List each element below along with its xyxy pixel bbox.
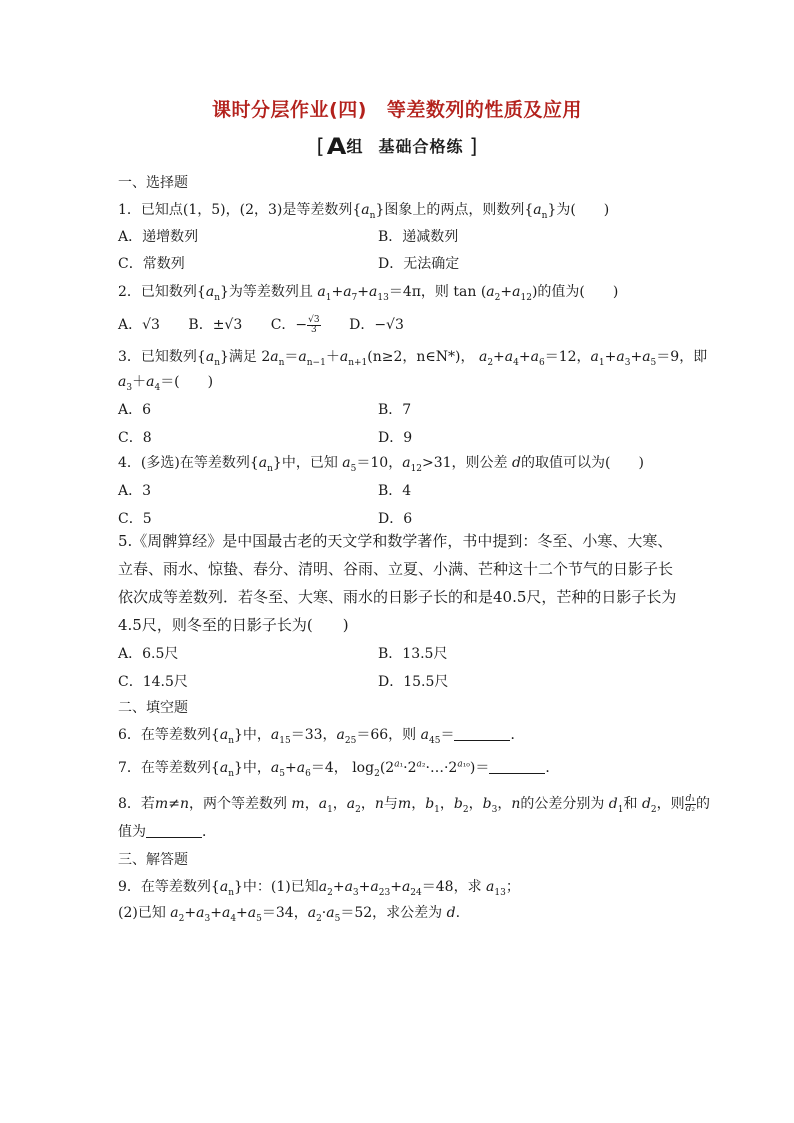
question-8-stem-line1: 8．若m≠n，两个等差数列 m，$a_1$，$a_2$，n与m，$b_1$，$b_2$，$b_3$，n的公差分别为 $d_1$和 $d_2$，则 $\frac{\text{d₁}}{\text{d₂}}$ 的 (118, 793, 711, 815)
q4-option-c: C．5 (118, 511, 152, 527)
section-heading-fill: 二、填空题 (118, 700, 188, 716)
q3-option-d: D．9 (378, 430, 413, 446)
q4-option-a: A．3 (118, 483, 152, 499)
q1-option-c: C．常数列 (118, 256, 185, 272)
q3-option-a: A．6 (118, 402, 152, 418)
log-expression: $\log_2(2^{a_1}\cdot 2^{a_2}\cdot\dots\cdot 2^{a_{10}})$ (352, 759, 476, 779)
question-3-stem-line2: $a_3+a_4=$( ) (118, 374, 214, 393)
question-8-stem-line2: 值为 ． (118, 824, 216, 840)
question-4-stem: 4．(多选)在等差数列$\{a_n\}$中，已知 $a_5=10$，$a_{12}>31$，则公差 d的取值可以为( ) (118, 455, 644, 474)
bracket-close: ] (469, 134, 478, 158)
answer-blank-q6 (454, 740, 510, 741)
title-part1: 课时分层作业(四) (212, 99, 367, 121)
q1-option-a: A．递增数列 (118, 229, 199, 245)
q2-option-a: A．√3 (118, 317, 160, 333)
question-9-part1: 9．在等差数列$\{a_n\}$中：(1)已知$a_2+a_3+a_{23}+a_{24}=48$，求 $a_{13}$； (118, 879, 520, 898)
answer-blank-q7 (489, 773, 545, 774)
question-9-part2: (2)已知 $a_2+a_3+a_4+a_5=34$，$a_2\cdot a_5=52$，求公差为 d. (118, 905, 461, 924)
q3-option-c: C．8 (118, 430, 152, 446)
q3-option-b: B．7 (378, 402, 412, 418)
q4-option-b: B．4 (378, 483, 412, 499)
q5-option-d: D．15.5尺 (378, 674, 449, 690)
question-6-stem: 6．在等差数列$\{a_n\}$中，$a_{15}=33$，$a_{25}=66$，则 $a_{45}=$ ． (118, 727, 525, 746)
q2-option-c: C．− $\frac{√3}{3}$ (270, 314, 320, 335)
group-heading (0, 134, 794, 160)
q2-option-b: B．±√3 (188, 317, 243, 333)
bracket-open: [ (316, 134, 325, 158)
section-heading-solve: 三、解答题 (118, 852, 188, 868)
q2-options (118, 314, 404, 335)
q2-option-d: D．−√3 (349, 317, 404, 333)
group-letter: A (327, 135, 347, 160)
group-label: 基础合格练 (378, 137, 464, 156)
section-heading-choice: 一、选择题 (118, 175, 188, 191)
question-1-stem: 1．已知点(1，5)，(2，3)是等差数列$\{a_n\}$图象上的两点，则数列$\{a_n\}$为( ) (118, 202, 610, 221)
question-5-stem: 5.《周髀算经》是中国最古老的天文学和数学著作，书中提到：冬至、小寒、大寒、立春、雨水、惊蛰、春分、清明、谷雨、立夏、小满、芒种这十二个节气的日影子长依次成等差数列．若冬至、大寒、雨水的日影子长的和是40.5尺，芒种的日影子长为4.5尺，则冬至的日影子长为( ) (118, 532, 677, 634)
q1-option-b: B．递减数列 (378, 229, 459, 245)
question-7-stem: 7．在等差数列$\{a_n\}$中，$a_5+a_6=4$， $\log_2(2^{a_1}\cdot 2^{a_2}\cdot\dots\cdot 2^{a_{10}})=$ ． (118, 759, 560, 779)
q5-option-c: C．14.5尺 (118, 674, 188, 690)
question-3-stem-line1: 3．已知数列$\{a_n\}$满足 $2a_n=a_{n-1}+a_{n+1}(n\ge 2$，n∈N*)， $a_2+a_4+a_6=12$，$a_1+a_3+a_5=9$，即 (118, 349, 708, 368)
q5-option-a: A．6.5尺 (118, 646, 179, 662)
q4-option-d: D．6 (378, 511, 413, 527)
q5-option-b: B．13.5尺 (378, 646, 448, 662)
answer-blank-q8 (146, 837, 202, 838)
group-word: 组 (346, 137, 363, 156)
page-title (0, 95, 794, 122)
question-2-stem: 2．已知数列$\{a_n\}$为等差数列且 $a_1+a_7+a_{13}=4\pi$，则 $\tan (a_2+a_{12})$的值为( ) (118, 284, 619, 303)
q1-option-d: D．无法确定 (378, 256, 460, 272)
title-part2: 等差数列的性质及应用 (386, 99, 582, 121)
